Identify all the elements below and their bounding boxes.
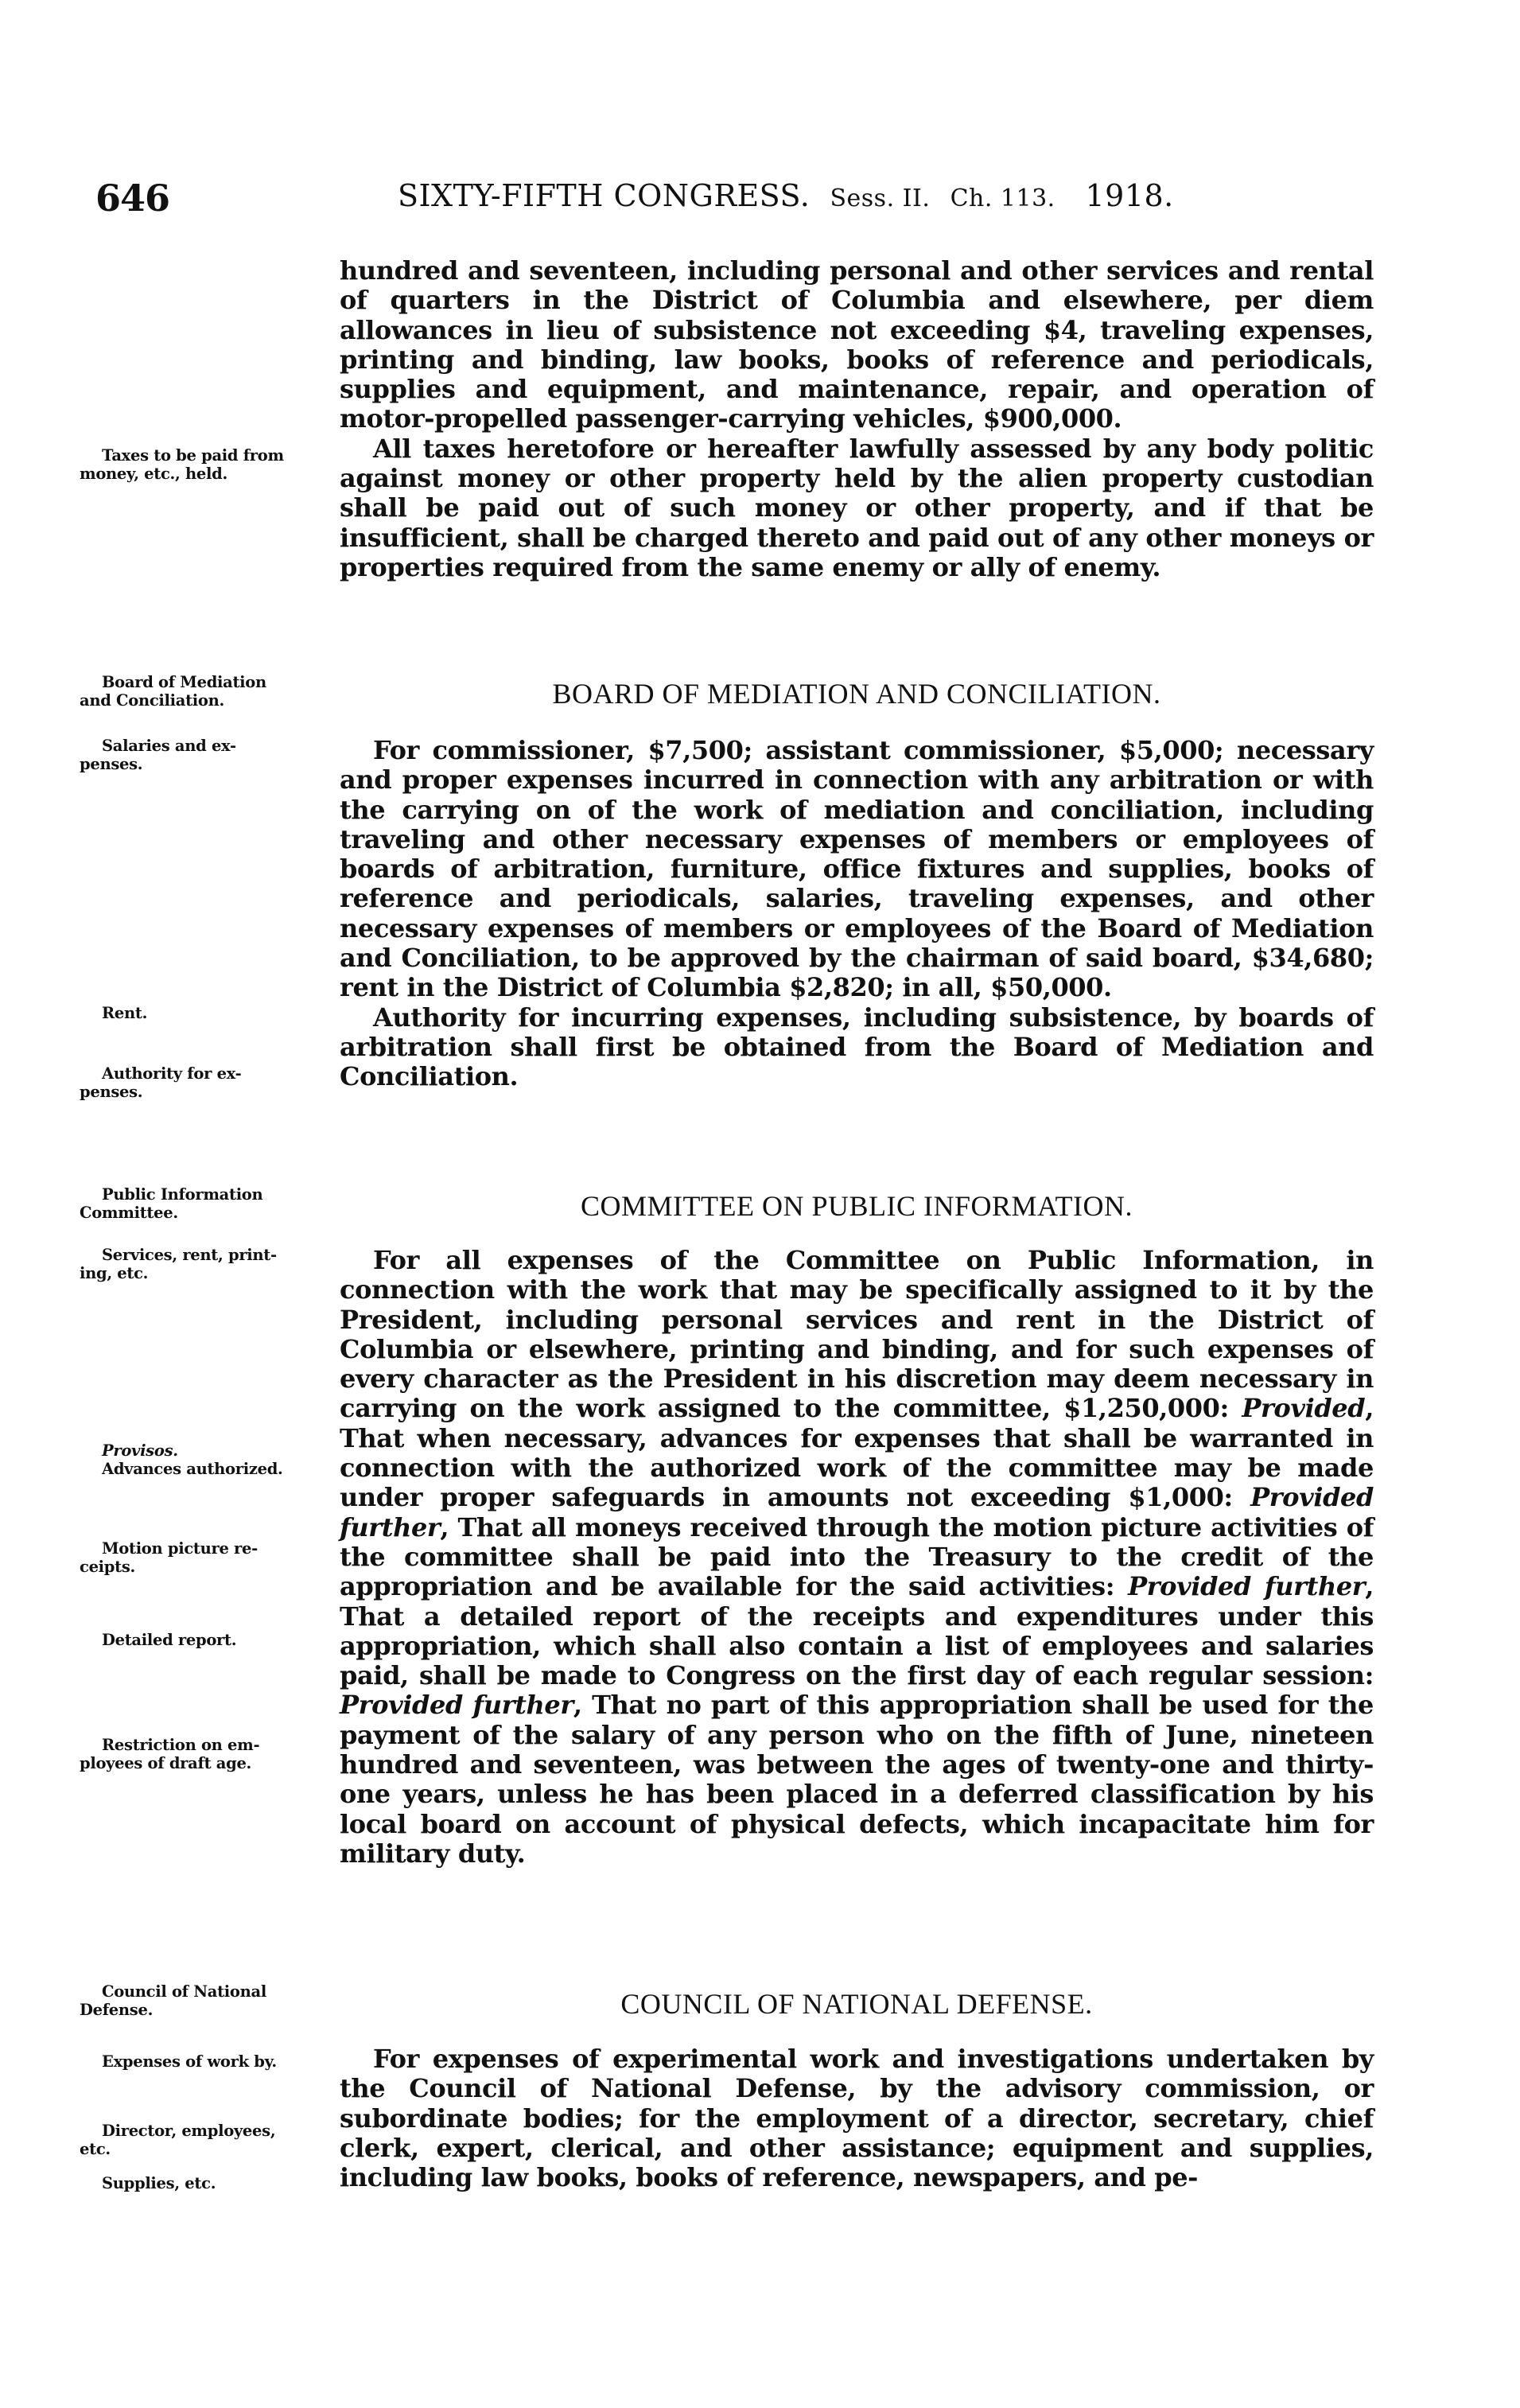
sidenote-line: penses. bbox=[80, 1083, 143, 1101]
paragraph-board-authority: Authority for incurring expenses, including subsistence, by boards of arbitration shall first be obtained from the Board of Mediation and Conciliation. bbox=[340, 1002, 1374, 1092]
sidenote-restriction bbox=[80, 1736, 328, 1772]
body-block-2 bbox=[340, 736, 1374, 1092]
text-run: , That all moneys received through the motion picture activities of the committee shall be paid into the Treasury to the credit of the appropriation and be available for the said activities: bbox=[340, 1511, 1374, 1602]
sidenote-rent bbox=[80, 1004, 328, 1022]
sidenote-line: and Conciliation. bbox=[80, 691, 224, 710]
section-heading-board: BOARD OF MEDIATION AND CONCILIATION. bbox=[552, 678, 1161, 710]
text-run: For all expenses of the Committee on Public Information, in connection with the work that may be specifically assigned to it by the President, including personal services and rent in the District of Columbia or elsewhere, printing and binding, and for such expenses of every character as the President in his discretion may deem necessary in carrying on the work assigned to the committee, $1,250,000: bbox=[340, 1245, 1374, 1424]
sidenote-council bbox=[80, 1982, 328, 2019]
sidenote-line: Detailed report. bbox=[102, 1631, 237, 1649]
sidenote-line: Taxes to be paid from bbox=[102, 446, 284, 465]
paragraph-taxes: All taxes heretofore or hereafter lawfully assessed by any body politic against money or other property held by the alien property custodian shall be paid out of such money or other property, and if that be insufficient, shall be charged thereto and paid out of any other moneys or properties required from the same enemy or ally of enemy. bbox=[340, 433, 1374, 582]
sidenote-line: Services, rent, print- bbox=[102, 1246, 277, 1264]
text-run: , That a detailed report of the receipts and expenditures under this appropriation, which shall also contain a list of employees and salaries paid, shall be made to Congress on the first day of each regular session: bbox=[340, 1571, 1374, 1691]
paragraph-appropriation-continued: hundred and seventeen, including personal and other services and rental of quarters in the District of Columbia and elsewhere, per diem allowances in lieu of subsistence not exceeding $4, traveling expenses, printing and binding, law books, books of reference and periodicals, supplies and equipment, and maintenance, repair, and operation of motor-propelled passenger-carrying vehicles, $900,000. bbox=[340, 255, 1374, 434]
paragraph-council-expenses: For expenses of experimental work and investigations undertaken by the Council of National Defense, by the advisory commission, or subordinate bodies; for the employment of a director, secretary, chief clerk, expert, clerical, and other assistance; equipment and supplies, including law books, books of reference, newspapers, and pe- bbox=[340, 2044, 1374, 2193]
sidenote-line: Board of Mediation bbox=[102, 673, 266, 691]
section-heading-committee: COMMITTEE ON PUBLIC INFORMATION. bbox=[580, 1190, 1133, 1222]
session-label: Sess. II. bbox=[830, 185, 931, 212]
body-block-4 bbox=[340, 2044, 1374, 2192]
chapter-label: Ch. 113. bbox=[950, 185, 1055, 212]
sidenote-line: Rent. bbox=[102, 1004, 148, 1022]
sidenote-authority bbox=[80, 1064, 328, 1101]
sidenote-provisos bbox=[80, 1441, 328, 1478]
sidenote-line: Supplies, etc. bbox=[102, 2174, 216, 2192]
sidenote-line: Expenses of work by. bbox=[102, 2052, 277, 2071]
sidenote-motion-picture bbox=[80, 1539, 328, 1576]
body-block-1 bbox=[340, 256, 1374, 582]
sidenote-line: Provisos. bbox=[102, 1441, 178, 1460]
sidenote-line: Advances authorized. bbox=[102, 1460, 283, 1478]
running-head bbox=[398, 178, 1174, 213]
paragraph-committee-expenses bbox=[340, 1246, 1374, 1869]
sidenote-line: Council of National bbox=[102, 1982, 266, 2001]
sidenote-line: etc. bbox=[80, 2140, 111, 2158]
year-label: 1918. bbox=[1085, 178, 1174, 213]
proviso-term: Provided further bbox=[340, 1690, 573, 1721]
sidenote-line: Director, employees, bbox=[102, 2122, 276, 2140]
sidenote-services bbox=[80, 1246, 328, 1282]
proviso-term: Provided further bbox=[1128, 1571, 1366, 1602]
sidenote-line: money, etc., held. bbox=[80, 465, 227, 483]
sidenote-line: Salaries and ex- bbox=[102, 737, 236, 755]
page-number: 646 bbox=[95, 177, 170, 220]
sidenote-supplies bbox=[80, 2174, 328, 2192]
sidenote-director bbox=[80, 2122, 328, 2158]
sidenote-salaries bbox=[80, 737, 328, 773]
paragraph-board-salaries: For commissioner, $7,500; assistant commissioner, $5,000; necessary and proper expenses incurred in connection with any arbitration or with the carrying on of the work of mediation and conciliation, including traveling and other necessary expenses of members or employees of boards of arbitration, furniture, office fixtures and supplies, books of reference and periodicals, salaries, traveling expenses, and other necessary expenses of members or employees of the Board of Mediation and Conciliation, to be approved by the chairman of said board, $34,680; rent in the District of Columbia $2,820; in all, $50,000. bbox=[340, 735, 1374, 1003]
sidenote-line: Motion picture re- bbox=[102, 1539, 258, 1558]
congress-title: SIXTY-FIFTH CONGRESS. bbox=[398, 178, 811, 213]
proviso-term: Provided bbox=[1242, 1393, 1366, 1424]
sidenote-line: Committee. bbox=[80, 1204, 178, 1222]
text-run: , That no part of this appropriation shall be used for the payment of the salary of any person who on the fifth of June, nineteen hundred and seventeen, was between the ages of twenty-one and thirty-one years, unless he has been placed in a deferred classification by his local board on account of physical defects, which incapacitate him for military duty. bbox=[340, 1690, 1374, 1869]
sidenote-line: Authority for ex- bbox=[102, 1064, 242, 1083]
body-block-3 bbox=[340, 1246, 1374, 1869]
sidenote-detailed-report bbox=[80, 1631, 328, 1649]
sidenote-expenses-of-work bbox=[80, 2052, 328, 2071]
sidenote-public-information bbox=[80, 1185, 328, 1222]
sidenote-line: Defense. bbox=[80, 2001, 154, 2019]
sidenote-board bbox=[80, 673, 328, 710]
sidenote-line: ing, etc. bbox=[80, 1264, 149, 1282]
sidenote-taxes bbox=[80, 446, 328, 483]
sidenote-line: Public Information bbox=[102, 1185, 263, 1204]
section-heading-council: COUNCIL OF NATIONAL DEFENSE. bbox=[620, 1988, 1093, 2020]
text-run: , That when necessary, advances for expenses that shall be warranted in connection with the authorized work of the committee may be made under proper safeguards in amounts not exceeding $1,000: bbox=[340, 1393, 1374, 1513]
sidenote-line: ployees of draft age. bbox=[80, 1754, 252, 1772]
proviso-term: Provided further bbox=[340, 1482, 1374, 1542]
sidenote-line: ceipts. bbox=[80, 1558, 135, 1576]
sidenote-line: penses. bbox=[80, 755, 143, 773]
sidenote-line: Restriction on em- bbox=[102, 1736, 260, 1754]
